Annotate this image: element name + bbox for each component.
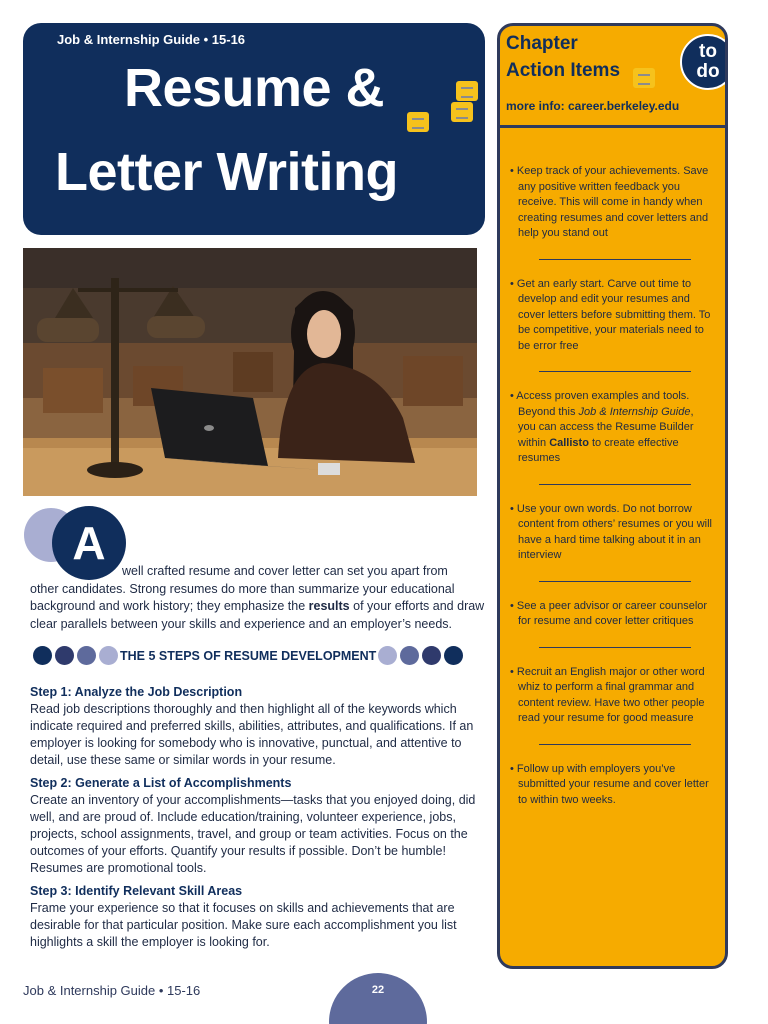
todo-badge-icon: [680, 34, 728, 90]
action-item-text: [508, 389, 714, 467]
step-body: Frame your experience so that it focuses on skills and achievements that are desirable for that particular position. Make sure each accomplishment you list highlights a skill the employer is looking for.: [30, 901, 457, 949]
photo-illustration: [23, 248, 477, 496]
action-items-sidebar: [497, 23, 728, 969]
action-item-text: • See a peer advisor or career counselor for resume and cover letter critiques: [510, 599, 708, 627]
decorative-dot: [99, 646, 118, 665]
action-item-text: • Keep track of your achievements. Save any positive written feedback you receive. This will come in handy when creating resumes and cover letters and help you stand out: [510, 165, 709, 239]
step-body: Read job descriptions thoroughly and then highlight all of the keywords which indicate required and preferred skills, abilities, attributes, and qualifications. If an employer is looking for somebody who is innovative, punctual, and attentive to detail, use these same or similar words in your resume.: [30, 702, 474, 767]
page-number-tab: [329, 973, 427, 1024]
guide-kicker: Job & Internship Guide • 15-16: [57, 32, 246, 47]
step-title: Step 2: Generate a List of Accomplishments: [30, 776, 292, 790]
item-text-post: to create effective resumes: [518, 436, 679, 464]
list-item: [508, 277, 714, 355]
list-item: [508, 665, 714, 727]
action-item-text: • Get an early start. Carve out time to develop and edit your resumes and cover letters before submitting them. To be competitive, your materials need to be error free: [510, 277, 711, 352]
intro-body: [30, 581, 485, 634]
intro-line1: well crafted resume and cover letter can set you apart from: [122, 564, 448, 578]
action-items-list: [508, 164, 714, 808]
decorative-dot: [77, 646, 96, 665]
item-text-mid: , you can access the Resume Builder within: [518, 405, 694, 449]
footer-guide-label: Job & Internship Guide • 15-16: [23, 983, 201, 998]
chat-bubble-icon: [451, 102, 473, 122]
decorative-dot: [400, 646, 419, 665]
sidebar-title-line2: Action Items: [506, 60, 621, 81]
chat-bubble-icon: [633, 68, 655, 88]
sidebar-header: [500, 26, 725, 128]
more-info-link[interactable]: more info: career.berkeley.edu: [506, 99, 680, 113]
list-item: [508, 164, 714, 242]
intro-text-end: of your efforts and draw clear parallels between your skills and experience and an employer’s needs.: [30, 599, 485, 631]
intro-text: other candidates. Strong resumes do more than summarize your educational background and work history; they emphasize the: [30, 581, 455, 613]
steps-heading-row: [33, 645, 483, 667]
chat-bubble-icon: [456, 81, 478, 101]
item-text-pre: • Access proven examples and tools. Beyond this: [510, 390, 690, 418]
decorative-dot: [444, 646, 463, 665]
decorative-dot: [55, 646, 74, 665]
divider: [539, 371, 691, 372]
header-banner: [23, 23, 485, 235]
list-item: [508, 599, 714, 630]
action-item-text: • Use your own words. Do not borrow content from others’ resumes or you will have a hard time talking about it in an interview: [510, 502, 712, 561]
sidebar-title-line1: Chapter: [506, 33, 578, 54]
decorative-dot: [33, 646, 52, 665]
step-title: Step 1: Analyze the Job Description: [30, 685, 243, 699]
list-item: [508, 389, 714, 467]
divider: [539, 259, 691, 260]
divider: [539, 744, 691, 745]
chat-bubble-icon: [407, 112, 429, 132]
divider: [539, 581, 691, 582]
sidebar-title: [506, 30, 620, 84]
steps-list: [30, 684, 485, 957]
todo-badge-line2: do: [696, 61, 720, 82]
intro-bold: results: [308, 599, 350, 613]
todo-badge-line1: to: [699, 41, 717, 62]
step-title: Step 3: Identify Relevant Skill Areas: [30, 884, 243, 898]
list-item: [508, 502, 714, 564]
item-text-em: Job & Internship Guide: [578, 405, 691, 418]
page-title-line2: Letter Writing: [55, 142, 398, 202]
list-item: [508, 762, 714, 809]
drop-cap: A: [52, 506, 126, 580]
decorative-dot: [378, 646, 397, 665]
steps-heading: THE 5 STEPS OF RESUME DEVELOPMENT: [120, 649, 377, 663]
divider: [539, 484, 691, 485]
intro-paragraph: [30, 563, 485, 633]
action-item-text: • Follow up with employers you’ve submitted your resume and cover letter to within two weeks.: [510, 762, 709, 806]
step-body: Create an inventory of your accomplishments—tasks that you enjoyed doing, did well, and are proud of. Include education/training, volunteer experience, jobs, projects, school assignments, travel, and group or team activities. Focus on the outcomes of your efforts. Quantify your results if possible. Don’t be humble! Resumes are promotional tools.: [30, 793, 476, 875]
divider: [539, 647, 691, 648]
action-item-text: • Recruit an English major or other word whiz to perform a final grammar and content review. Have two other people read your resume for good measure: [510, 665, 705, 724]
page-title-line1: Resume &: [123, 58, 385, 118]
item-text-strong: Callisto: [549, 436, 589, 449]
library-photo: [23, 248, 477, 496]
decorative-dot: [422, 646, 441, 665]
page-number: 22: [371, 984, 385, 996]
